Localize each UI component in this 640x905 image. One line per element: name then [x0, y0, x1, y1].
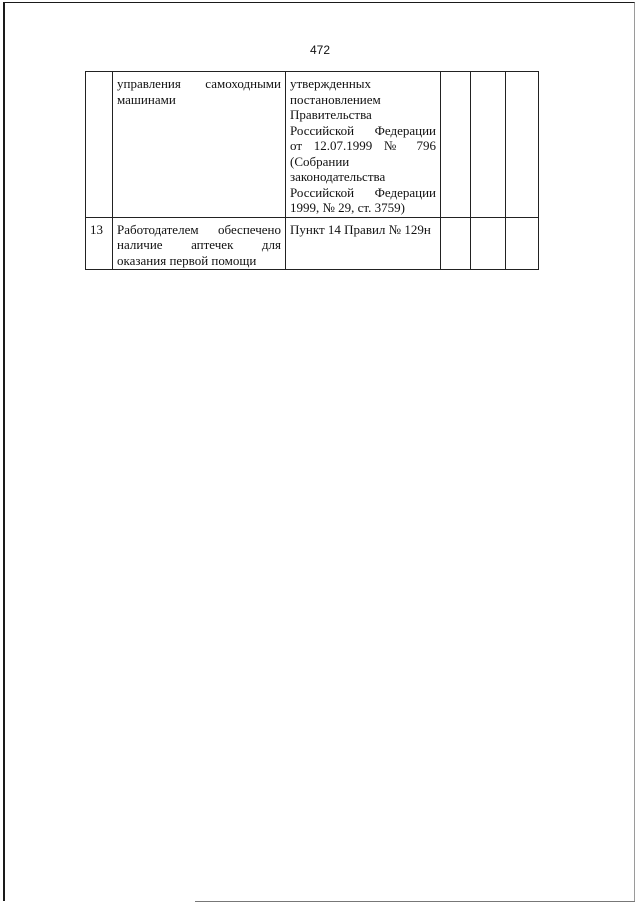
- reference-line: Российской Федерации: [290, 184, 436, 200]
- reference-line: законодательства: [290, 169, 386, 184]
- empty-cell: [441, 217, 471, 270]
- row-number-cell: [86, 72, 113, 218]
- checklist-table: [85, 71, 539, 270]
- table-row: [86, 72, 539, 218]
- reference-line: от 12.07.1999 № 796: [290, 138, 436, 153]
- reference-cell: [286, 72, 441, 218]
- row-number: 13: [90, 221, 103, 237]
- requirement-cell: [113, 217, 286, 270]
- reference-line: постановлением: [290, 91, 381, 107]
- reference-cell: [286, 217, 441, 270]
- reference-line: (Собрании: [290, 153, 350, 169]
- reference-line: 1999, № 29, ст. 3759): [290, 200, 405, 215]
- reference-line: Пункт 14 Правил № 129н: [290, 221, 431, 237]
- requirement-line: управления самоходными: [117, 76, 281, 91]
- table-row: [86, 217, 539, 270]
- requirement-line: наличие аптечек для: [117, 237, 281, 252]
- bottom-rule: [195, 901, 635, 902]
- empty-cell: [506, 217, 539, 270]
- requirement-line: Работодателем обеспечено: [117, 221, 281, 237]
- reference-line: Правительства: [290, 107, 372, 122]
- reference-line: утвержденных: [290, 76, 372, 91]
- empty-cell: [441, 72, 471, 218]
- empty-cell: [471, 217, 506, 270]
- reference-line: Российской Федерации: [290, 122, 436, 138]
- requirement-cell: [113, 72, 286, 218]
- empty-cell: [471, 72, 506, 218]
- requirement-line: машинами: [117, 91, 176, 107]
- page-number: 472: [309, 43, 331, 57]
- requirement-line: оказания первой помощи: [117, 252, 257, 268]
- row-number-cell: [86, 217, 113, 270]
- empty-cell: [506, 72, 539, 218]
